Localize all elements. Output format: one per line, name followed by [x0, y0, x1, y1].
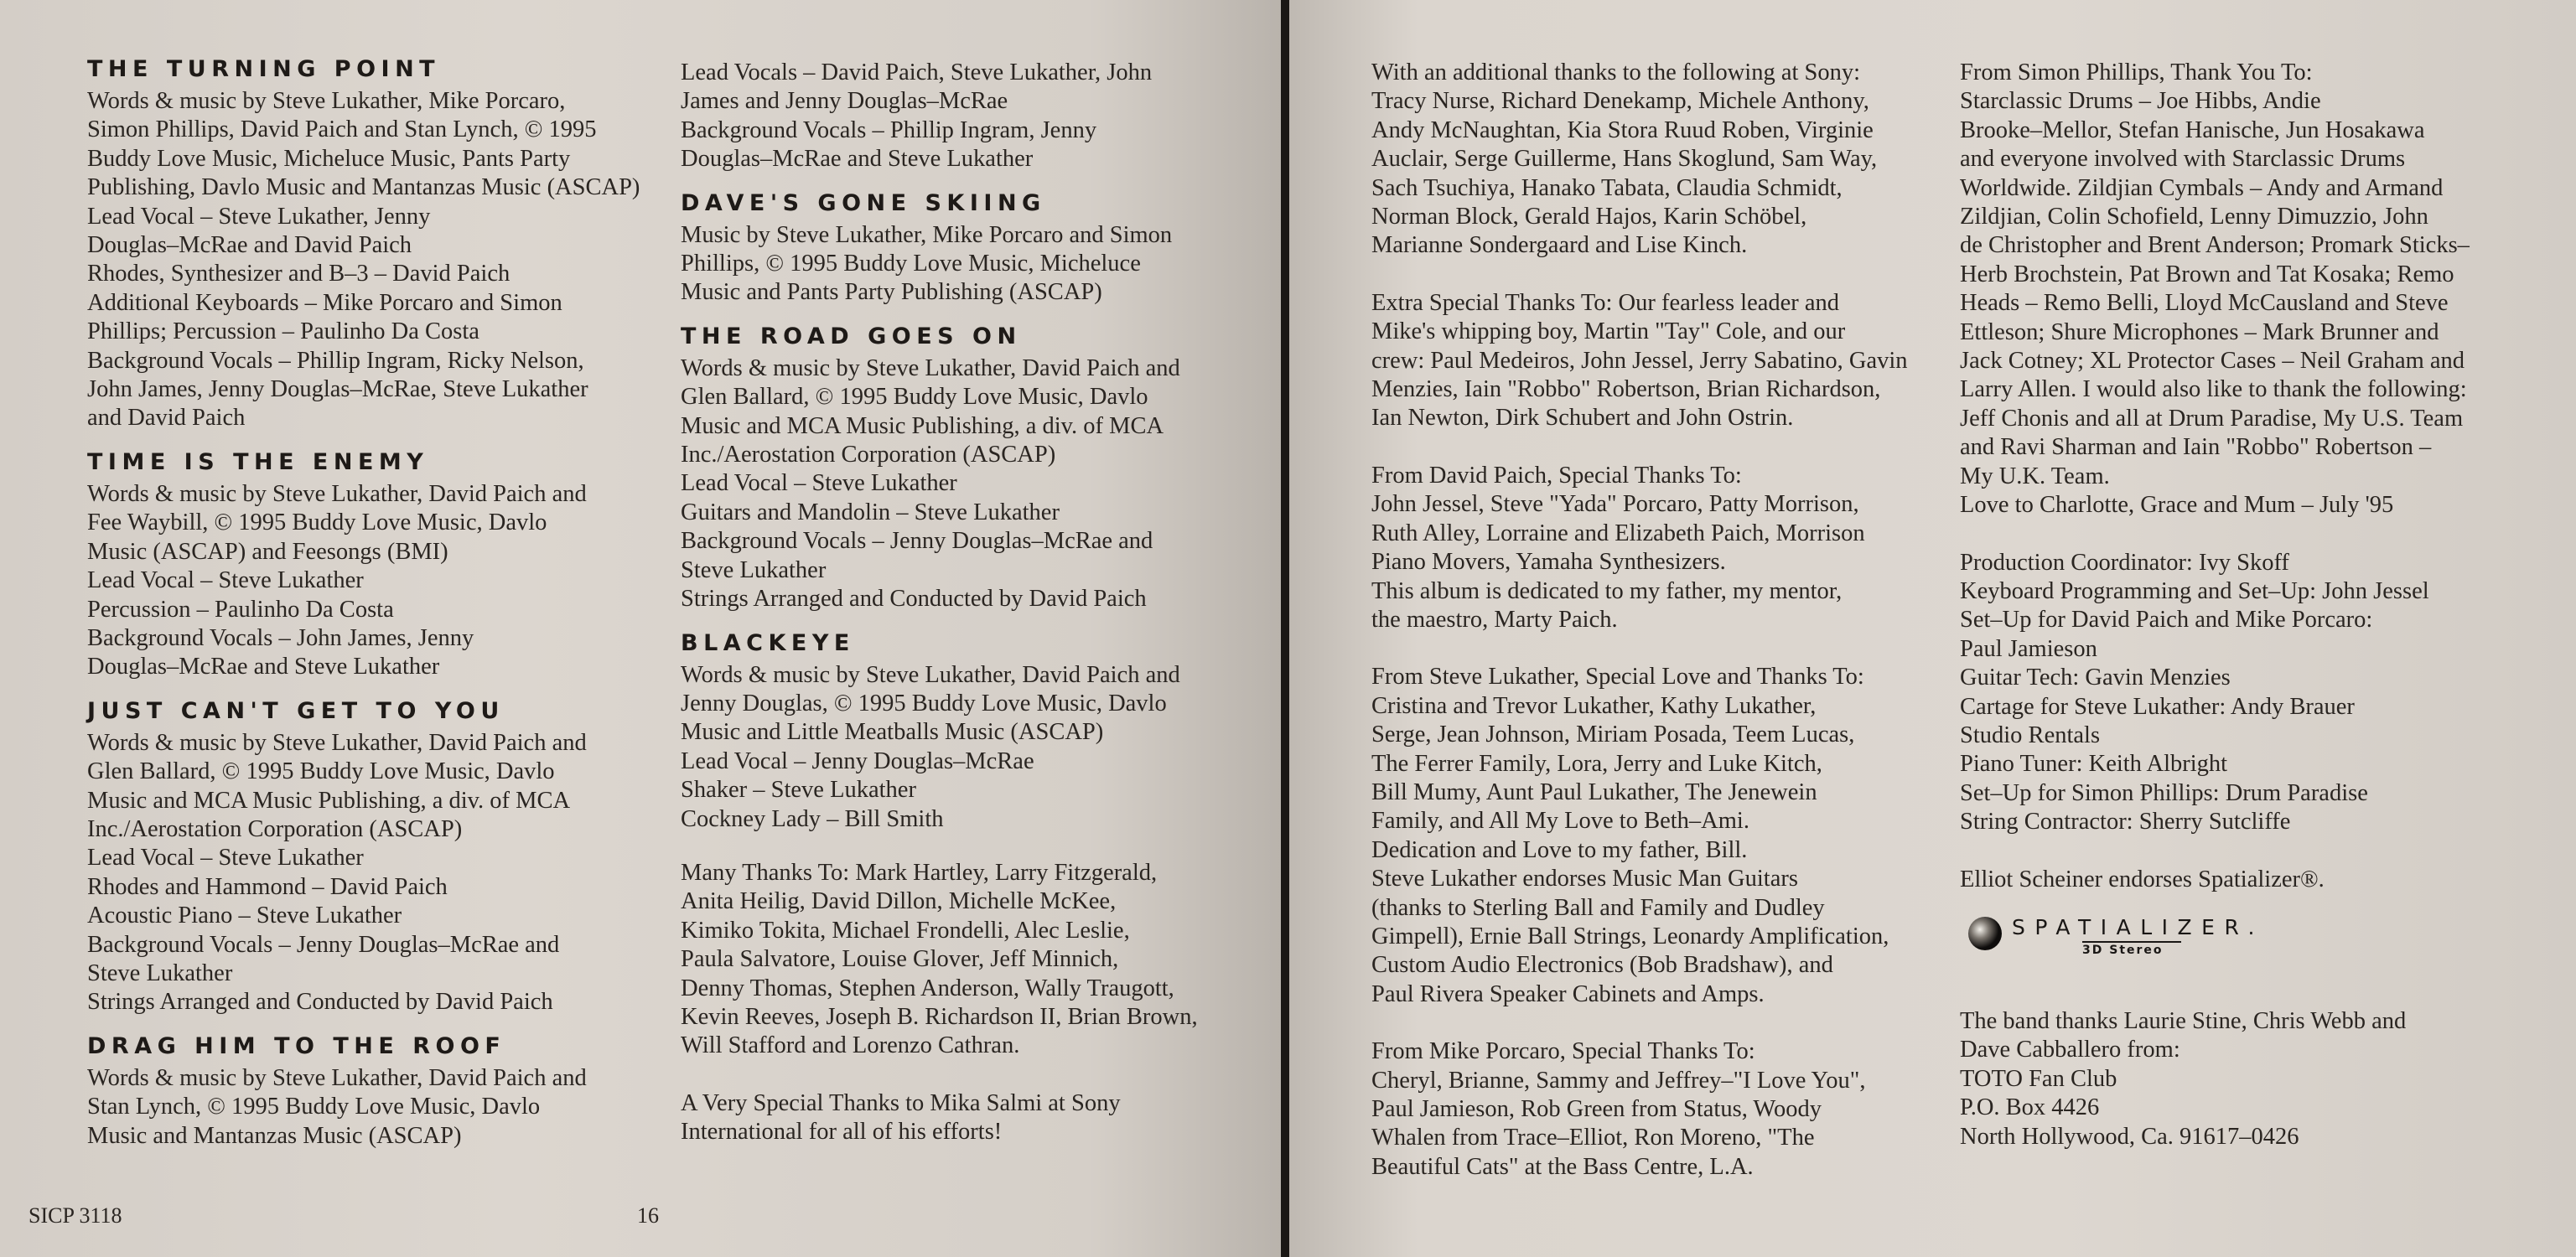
right-column-2: [1960, 59, 2547, 894]
text-line: From David Paich, Special Thanks To:: [1371, 462, 1742, 489]
thanks-paragraph: [1371, 1037, 1941, 1182]
text-line: Jeff Chonis and all at Drum Paradise, My U.S. Team: [1960, 405, 2464, 432]
text-line: Glen Ballard, © 1995 Buddy Love Music, Davlo: [681, 384, 1148, 411]
right-column-1: [1371, 59, 1941, 1182]
text-line: Andy McNaughtan, Kia Stora Ruud Roben, Virginie: [1371, 116, 1874, 143]
text-line: Cristina and Trevor Lukather, Kathy Lukather,: [1371, 692, 1817, 719]
text-line: Lead Vocal – Jenny Douglas–McRae: [681, 747, 1034, 774]
text-line: Steve Lukather: [87, 960, 233, 986]
text-line: Music and MCA Music Publishing, a div. of MCA: [681, 412, 1164, 439]
text-line: Serge, Jean Johnson, Miriam Posada, Teem Lucas,: [1371, 722, 1855, 748]
text-line: Gimpell), Ernie Ball Strings, Leonardy Amplification,: [1371, 923, 1889, 949]
thanks-paragraph: [1371, 663, 1941, 1009]
text-line: Music and Mantanzas Music (ASCAP): [87, 1122, 462, 1149]
text-line: Words & music by Steve Lukather, David Paich and: [87, 480, 587, 507]
text-line: Words & music by Steve Lukather, David Paich and: [87, 729, 587, 756]
text-line: Fee Waybill, © 1995 Buddy Love Music, Davlo: [87, 510, 547, 536]
catalog-number: SICP 3118: [29, 1203, 122, 1228]
song-title: THE TURNING POINT: [87, 56, 441, 82]
text-line: Zildjian, Colin Schofield, Lenny Dimuzzio, John: [1960, 204, 2428, 230]
text-line: My U.K. Team.: [1960, 463, 2110, 489]
text-line: From Simon Phillips, Thank You To:: [1960, 59, 2313, 85]
text-line: Ruth Alley, Lorraine and Elizabeth Paich, Morrison: [1371, 520, 1865, 546]
text-line: Steve Lukather: [681, 556, 827, 583]
text-line: de Christopher and Brent Anderson; Promark Sticks–: [1960, 232, 2470, 259]
text-line: From Mike Porcaro, Special Thanks To:: [1371, 1038, 1755, 1065]
text-line: Lead Vocals – David Paich, Steve Lukather, John: [681, 59, 1153, 85]
text-line: Custom Audio Electronics (Bob Bradshaw), and: [1371, 952, 1833, 979]
thanks-paragraph: [681, 1089, 1267, 1147]
text-line: TOTO Fan Club: [1960, 1065, 2117, 1092]
credit-section: [87, 1031, 674, 1151]
text-line: Auclair, Serge Guillerme, Hans Skoglund, Sam Way,: [1371, 146, 1878, 173]
credit-section: [681, 59, 1267, 174]
text-line: Dave Cabballero from:: [1960, 1037, 2180, 1063]
text-line: Lead Vocal – Steve Lukather: [87, 845, 364, 872]
text-line: Words & music by Steve Lukather, David Paich and: [681, 661, 1180, 688]
text-line: Additional Keyboards – Mike Porcaro and Simon: [87, 289, 562, 316]
text-line: Many Thanks To: Mark Hartley, Larry Fitzgerald,: [681, 859, 1158, 886]
thanks-paragraph: [1960, 59, 2547, 520]
text-line: Guitars and Mandolin – Steve Lukather: [681, 499, 1060, 525]
text-line: Love to Charlotte, Grace and Mum – July '95: [1960, 492, 2394, 519]
text-line: Anita Heilig, David Dillon, Michelle McKee,: [681, 888, 1117, 915]
text-line: Set–Up for Simon Phillips: Drum Paradise: [1960, 779, 2368, 806]
text-line: Piano Movers, Yamaha Synthesizers.: [1371, 549, 1726, 576]
text-line: Starclassic Drums – Joe Hibbs, Andie: [1960, 88, 2321, 115]
text-line: Elliot Scheiner endorses Spatializer®.: [1960, 866, 2325, 892]
text-line: Strings Arranged and Conducted by David Paich: [681, 586, 1147, 613]
credit-section: [681, 321, 1267, 614]
fan-club-block: [1960, 1007, 2547, 1151]
text-line: Words & music by Steve Lukather, David Paich and: [87, 1064, 587, 1091]
text-line: Heads – Remo Belli, Lloyd McCausland and Steve: [1960, 290, 2449, 317]
text-line: Production Coordinator: Ivy Skoff: [1960, 549, 2289, 576]
text-line: James and Jenny Douglas–McRae: [681, 88, 1008, 115]
song-title: DRAG HIM TO THE ROOF: [87, 1032, 506, 1059]
text-line: Steve Lukather endorses Music Man Guitars: [1371, 866, 1798, 892]
spatializer-logo-word: SPATIALIZER.: [2012, 915, 2264, 939]
text-line: Music and MCA Music Publishing, a div. of MCA: [87, 787, 571, 814]
text-line: Music by Steve Lukather, Mike Porcaro and Simon: [681, 221, 1173, 248]
text-line: Background Vocals – John James, Jenny: [87, 624, 474, 651]
text-line: Paula Salvatore, Louise Glover, Jeff Minnich,: [681, 946, 1119, 973]
text-line: Herb Brochstein, Pat Brown and Tat Kosaka; Remo: [1960, 261, 2454, 287]
text-line: Worldwide. Zildjian Cymbals – Andy and Armand: [1960, 174, 2444, 201]
text-line: P.O. Box 4426: [1960, 1094, 2100, 1121]
text-line: Ettleson; Shure Microphones – Mark Brunner and: [1960, 318, 2439, 345]
text-line: International for all of his efforts!: [681, 1119, 1003, 1146]
credit-section: [87, 447, 674, 682]
credit-section: [681, 628, 1267, 834]
text-line: Piano Tuner: Keith Albright: [1960, 751, 2228, 778]
text-line: Jenny Douglas, © 1995 Buddy Love Music, Davlo: [681, 690, 1167, 716]
text-line: Lead Vocal – Steve Lukather, Jenny: [87, 203, 431, 230]
text-line: Paul Jamieson, Rob Green from Status, Woody: [1371, 1096, 1822, 1122]
text-line: Keyboard Programming and Set–Up: John Jessel: [1960, 577, 2429, 604]
text-line: Cartage for Steve Lukather: Andy Brauer: [1960, 693, 2355, 720]
text-line: Tracy Nurse, Richard Denekamp, Michele Anthony,: [1371, 88, 1869, 115]
text-line: Kimiko Tokita, Michael Frondelli, Alec Leslie,: [681, 917, 1130, 944]
text-line: Strings Arranged and Conducted by David Paich: [87, 989, 553, 1016]
text-line: Glen Ballard, © 1995 Buddy Love Music, Davlo: [87, 758, 555, 785]
text-line: Phillips; Percussion – Paulinho Da Costa: [87, 318, 479, 345]
text-line: Cockney Lady – Bill Smith: [681, 805, 944, 832]
text-line: Paul Jamieson: [1960, 635, 2097, 662]
text-line: A Very Special Thanks to Mika Salmi at Sony: [681, 1089, 1121, 1116]
text-line: Words & music by Steve Lukather, Mike Porcaro,: [87, 88, 566, 114]
text-line: and Ravi Sharman and Iain "Robbo" Robertson –: [1960, 434, 2432, 461]
thanks-paragraph: [1371, 289, 1941, 433]
thanks-paragraph: [1960, 866, 2547, 894]
thanks-paragraph: [1371, 59, 1941, 261]
text-line: Music and Little Meatballs Music (ASCAP): [681, 719, 1104, 746]
song-title: TIME IS THE ENEMY: [87, 448, 429, 475]
left-page: [0, 0, 1281, 1257]
text-line: With an additional thanks to the following at Sony:: [1371, 59, 1861, 85]
text-line: and everyone involved with Starclassic Drums: [1960, 146, 2406, 173]
text-line: Bill Mumy, Aunt Paul Lukather, The Jenewein: [1371, 779, 1817, 805]
song-title: DAVE'S GONE SKIING: [681, 189, 1046, 216]
text-line: Whalen from Trace–Elliot, Ron Moreno, "The: [1371, 1125, 1815, 1151]
text-line: crew: Paul Medeiros, John Jessel, Jerry Sabatino, Gavin: [1371, 347, 1908, 374]
text-line: Rhodes and Hammond – David Paich: [87, 873, 448, 900]
text-line: Studio Rentals: [1960, 722, 2101, 748]
song-title: BLACKEYE: [681, 629, 855, 656]
text-line: Shaker – Steve Lukather: [681, 777, 916, 804]
song-title: THE ROAD GOES ON: [681, 323, 1022, 349]
text-line: Rhodes, Synthesizer and B–3 – David Paich: [87, 261, 511, 287]
text-line: Norman Block, Gerald Hajos, Karin Schöbel,: [1371, 204, 1807, 230]
text-line: Douglas–McRae and Steve Lukather: [87, 654, 440, 680]
text-line: Larry Allen. I would also like to thank the following:: [1960, 376, 2467, 403]
text-line: Inc./Aerostation Corporation (ASCAP): [87, 815, 463, 842]
text-line: Menzies, Iain "Robbo" Robertson, Brian Richardson,: [1371, 376, 1881, 403]
text-line: John Jessel, Steve "Yada" Porcaro, Patty Morrison,: [1371, 491, 1859, 518]
text-line: Beautiful Cats" at the Bass Centre, L.A.: [1371, 1153, 1754, 1180]
text-line: North Hollywood, Ca. 91617–0426: [1960, 1123, 2299, 1150]
text-line: Ian Newton, Dirk Schubert and John Ostrin.: [1371, 405, 1794, 432]
text-line: Douglas–McRae and David Paich: [87, 232, 412, 259]
text-line: Music and Pants Party Publishing (ASCAP): [681, 279, 1102, 306]
text-line: Marianne Sondergaard and Lise Kinch.: [1371, 232, 1748, 259]
text-line: Guitar Tech: Gavin Menzies: [1960, 665, 2231, 691]
thanks-paragraph: [1960, 549, 2547, 837]
text-line: The band thanks Laurie Stine, Chris Webb and: [1960, 1008, 2407, 1034]
text-line: Lead Vocal – Steve Lukather: [681, 470, 957, 497]
text-line: Background Vocals – Jenny Douglas–McRae and: [681, 528, 1153, 555]
credit-section: [681, 188, 1267, 308]
text-line: Jack Cotney; XL Protector Cases – Neil Graham and: [1960, 348, 2465, 375]
text-line: Publishing, Davlo Music and Mantanzas Music (ASCAP): [87, 174, 640, 201]
text-line: Percussion – Paulinho Da Costa: [87, 596, 394, 623]
text-line: Music (ASCAP) and Feesongs (BMI): [87, 538, 448, 565]
text-line: Sach Tsuchiya, Hanako Tabata, Claudia Schmidt,: [1371, 174, 1843, 201]
spatializer-logo: [1968, 915, 2264, 965]
text-line: Buddy Love Music, Micheluce Music, Pants Party: [87, 145, 571, 172]
text-line: Set–Up for David Paich and Mike Porcaro:: [1960, 607, 2373, 634]
text-line: Denny Thomas, Stephen Anderson, Wally Traugott,: [681, 975, 1174, 1001]
text-line: Background Vocals – Jenny Douglas–McRae and: [87, 931, 560, 958]
song-title: JUST CAN'T GET TO YOU: [87, 697, 505, 724]
spatializer-logo-mark: [1968, 917, 2002, 950]
text-line: Acoustic Piano – Steve Lukather: [87, 903, 402, 929]
credit-section: [87, 54, 674, 433]
text-line: John James, Jenny Douglas–McRae, Steve Lukather: [87, 376, 588, 403]
text-line: Lead Vocal – Steve Lukather: [87, 567, 364, 594]
left-column-2: [681, 59, 1267, 1147]
text-line: Brooke–Mellor, Stefan Hanische, Jun Hosakawa: [1960, 116, 2425, 143]
text-line: This album is dedicated to my father, my mentor,: [1371, 577, 1843, 604]
page-number: 16: [637, 1203, 659, 1228]
thanks-paragraph: [1371, 462, 1941, 634]
text-line: Stan Lynch, © 1995 Buddy Love Music, Davlo: [87, 1094, 541, 1120]
text-line: Extra Special Thanks To: Our fearless leader and: [1371, 289, 1840, 316]
left-column-1: [87, 54, 674, 1151]
text-line: Kevin Reeves, Joseph B. Richardson II, Brian Brown,: [681, 1003, 1198, 1030]
text-line: Family, and All My Love to Beth–Ami.: [1371, 808, 1749, 835]
text-line: Simon Phillips, David Paich and Stan Lynch, © 1995: [87, 116, 597, 143]
text-line: Words & music by Steve Lukather, David Paich and: [681, 354, 1180, 381]
text-line: Phillips, © 1995 Buddy Love Music, Micheluce: [681, 251, 1141, 277]
text-line: Will Stafford and Lorenzo Cathran.: [681, 1032, 1020, 1059]
text-line: Background Vocals – Phillip Ingram, Ricky Nelson,: [87, 347, 584, 374]
text-line: Mike's whipping boy, Martin "Tay" Cole, and our: [1371, 318, 1846, 345]
text-line: From Steve Lukather, Special Love and Thanks To:: [1371, 664, 1864, 691]
text-line: Paul Rivera Speaker Cabinets and Amps.: [1371, 980, 1765, 1007]
spatializer-logo-sub: 3D Stereo: [2082, 941, 2181, 958]
text-line: Inc./Aerostation Corporation (ASCAP): [681, 442, 1056, 468]
thanks-paragraph: [681, 859, 1267, 1061]
text-line: Background Vocals – Phillip Ingram, Jenny: [681, 116, 1097, 143]
text-line: (thanks to Sterling Ball and Family and Dudley: [1371, 894, 1825, 921]
text-line: and David Paich: [87, 405, 246, 432]
text-line: Dedication and Love to my father, Bill.: [1371, 836, 1748, 863]
text-line: Cheryl, Brianne, Sammy and Jeffrey–"I Love You",: [1371, 1067, 1866, 1094]
text-line: The Ferrer Family, Lora, Jerry and Luke Kitch,: [1371, 750, 1822, 777]
credit-section: [87, 696, 674, 1017]
text-line: Douglas–McRae and Steve Lukather: [681, 146, 1034, 173]
text-line: the maestro, Marty Paich.: [1371, 606, 1618, 633]
text-line: String Contractor: Sherry Sutcliffe: [1960, 809, 2291, 835]
